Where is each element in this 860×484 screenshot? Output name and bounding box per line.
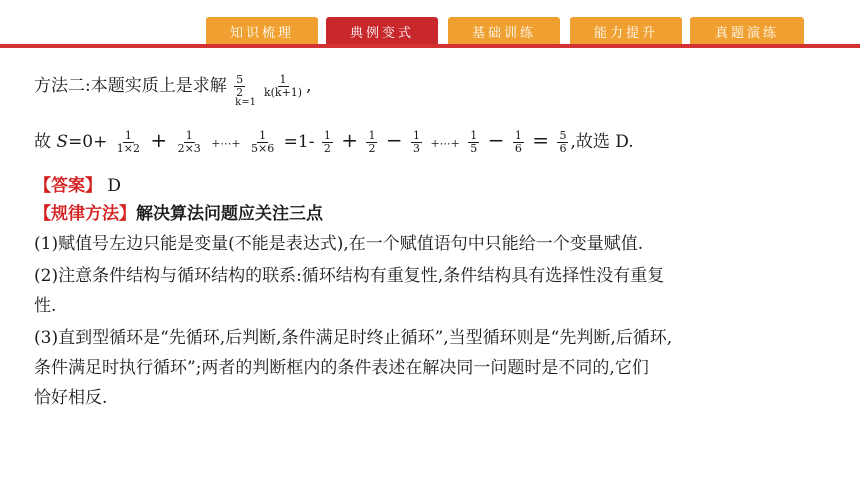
tab-basic-training[interactable]: 基础训练	[448, 17, 560, 46]
frac-3: $\frac{1}{5\times 6}$	[251, 129, 275, 155]
point-1: (1)赋值号左边只能是变量(不能是表达式),在一个赋值语句中只能给一个变量赋值.	[34, 234, 644, 254]
sum-mid: 2	[236, 86, 244, 99]
point-3b: 条件满足时执行循环”;两者的判断框内的条件表述在解决同一问题时是不同的,它们	[34, 358, 649, 378]
tab-knowledge[interactable]: 知识梳理	[206, 17, 318, 46]
tab-exam-practice[interactable]: 真题演练	[690, 17, 804, 46]
frac-result: $\frac{5}{6}$	[559, 129, 567, 155]
method2-suffix: ,	[306, 76, 312, 96]
op-minus-2: −	[487, 128, 505, 152]
equation-line	[34, 126, 634, 158]
rule-line	[34, 200, 323, 228]
frac-g4: $\frac{1}{5}$	[470, 129, 478, 155]
op-minus-1: −	[385, 128, 403, 152]
answer-line	[34, 172, 121, 200]
method2-prefix: 方法二:本题实质上是求解	[34, 76, 227, 96]
tab-examples[interactable]: 典例变式	[326, 17, 438, 46]
frac-g2: $\frac{1}{2}$	[368, 129, 376, 155]
point-3c: 恰好相反.	[34, 388, 108, 408]
op-equals: =	[532, 128, 550, 152]
point-3a: (3)直到型循环是“先循环,后判断,条件满足时终止循环”,当型循环则是“先判断,后循环,	[34, 328, 673, 348]
method2-line	[34, 72, 312, 108]
frac-1: $\frac{1}{1\times 2}$	[116, 129, 140, 155]
eq-start: =0+	[68, 132, 108, 152]
frac-2: $\frac{1}{2\times 3}$	[177, 129, 201, 155]
rule-label: 【规律方法】	[34, 204, 136, 224]
op-plus-2: +	[341, 128, 359, 152]
term-den: k(k+1)	[263, 86, 303, 99]
frac-g5: $\frac{1}{6}$	[514, 129, 522, 155]
eq-mid: =1-	[283, 132, 315, 152]
point-2b: 性.	[34, 296, 57, 316]
eq-lead: 故	[34, 132, 51, 152]
tab-ability[interactable]: 能力提升	[570, 17, 682, 46]
op-plus-1: +	[150, 128, 168, 152]
term-num: 1	[279, 73, 287, 86]
sum-limit: k=1	[235, 97, 256, 108]
sum-top: 5	[236, 73, 244, 86]
sum-fraction	[234, 74, 245, 99]
rule-title: 解决算法问题应关注三点	[136, 204, 323, 224]
frac-g1: $\frac{1}{2}$	[323, 129, 331, 155]
term-fraction	[262, 74, 304, 99]
frac-g3: $\frac{1}{3}$	[413, 129, 421, 155]
header-divider	[0, 44, 860, 48]
op-dots-1: +⋯+	[211, 137, 241, 150]
eq-tail: ,故选 D.	[570, 132, 634, 152]
answer-value: D	[102, 176, 122, 196]
op-dots-2: +⋯+	[430, 137, 460, 150]
nav-tab-bar	[0, 0, 860, 52]
eq-var: S	[56, 132, 69, 152]
answer-label: 【答案】	[34, 176, 102, 196]
point-2a: (2)注意条件结构与循环结构的联系:循环结构有重复性,条件结构具有选择性没有重复	[34, 266, 665, 286]
